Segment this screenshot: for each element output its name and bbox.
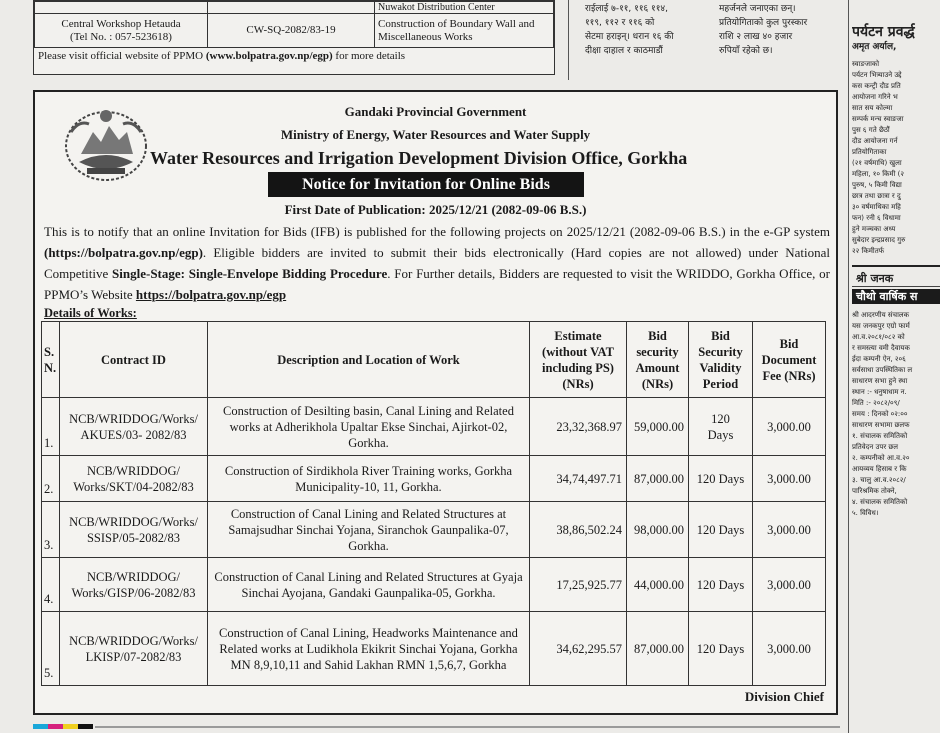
- row-fee: 3,000.00: [753, 612, 826, 686]
- nepali-box-body: श्री आदरणीय संचालक यस जनकपुर एग्रो फार्म आ.व.२०८१/०८२ को र समस्त्या वमी दैवायक ईदा कम्पनी ऐन, २०६ सर्वसाधा उपस्थितिका ल साधारण सभा हुने स्था स्थान :- धनुषाधाम न. मिति :- २०८२/०९/ समय : दिनको ०२:०० साधारण सभामा छलफ १. संचालक समितिको प्रतिवेदन उपर छल २. कम्पनीको आ.व.२० आयव्यय हिसाब र कि ३. चालु आ.व.२०८२/ पारिश्रमिक तोक्ने, ४. संचालक समितिको ५. विविध।: [852, 311, 913, 517]
- nepali-col-2: महर्जनले जनाएका छन्। प्रतियोगिताको कुल पुरस्कार राशि २ लाख ४० हजार रुपियाँ रहेको छ।: [719, 4, 808, 56]
- previous-notice-table: [33, 0, 555, 75]
- col-estimate: Estimate (without VAT including PS) (NRs): [530, 322, 627, 398]
- ppmo-link[interactable]: https://bolpatra.gov.np/egp: [135, 287, 287, 302]
- row-sn: 1.: [42, 398, 60, 456]
- col-validity: Bid Security Validity Period: [689, 322, 753, 398]
- row-fee: 3,000.00: [753, 398, 826, 456]
- row-contract-id: NCB/WRIDDOG/ Works/SKT/04-2082/83: [60, 456, 208, 502]
- row-estimate: 34,62,295.57: [530, 612, 627, 686]
- intro-paragraph: [44, 221, 830, 305]
- row-bid-security: 44,000.00: [627, 558, 689, 612]
- row-sn: 2.: [42, 456, 60, 502]
- row-validity: 120 Days: [689, 502, 753, 558]
- prev-office-tel: (Tel No. : 057-523618): [70, 30, 172, 43]
- intro-text-1: This is to notify that an online Invitation for Bids (IFB) is published for the following projects on 2025/12/21 (2082-09-06 B.S.) in the e-GP system: [44, 224, 830, 239]
- prev-office: [35, 14, 208, 48]
- prev-footer-tail: for more details: [335, 50, 406, 62]
- prev-description: Construction of Boundary Wall and Miscellaneous Works: [375, 14, 554, 48]
- table-row: [42, 612, 826, 686]
- nepali-right-byline: अमृत अर्याल,: [852, 42, 897, 52]
- row-contract-id: NCB/WRIDDOG/ Works/GISP/06-2082/83: [60, 558, 208, 612]
- col-contract-id: Contract ID: [60, 322, 208, 398]
- prev-footer: [34, 48, 554, 64]
- intro-text-3: . For Further details, Bidders are requested to visit the WRIDDO, Gorkha Office, or PPMO’s Website: [44, 266, 830, 302]
- table-row: [42, 456, 826, 502]
- prev-footer-url[interactable]: (www.bolpatra.gov.np/egp): [205, 50, 333, 62]
- nepali-right-header: पर्यटन प्रवर्द्ध: [852, 24, 915, 40]
- column-rule: [568, 0, 569, 80]
- bidding-method: Single-Stage: Single-Envelope Bidding Procedure: [112, 266, 388, 281]
- reg-magenta: [48, 724, 63, 729]
- prev-footer-text: Please visit official website of PPMO: [38, 50, 204, 62]
- row-validity: 120 Days: [689, 612, 753, 686]
- row-description: Construction of Canal Lining, Headworks Maintenance and Related works at Ludikhola Ekikrit Sinchai Yojana, Gorkha MN 8,9,10,11 and Sahid Lakhan RMN 1,5,6,7, Gorkha: [208, 612, 530, 686]
- row-contract-id: NCB/WRIDDOG/Works/ SSISP/05-2082/83: [60, 502, 208, 558]
- row-estimate: 17,25,925.77: [530, 558, 627, 612]
- row-bid-security: 87,000.00: [627, 456, 689, 502]
- row-fee: 3,000.00: [753, 456, 826, 502]
- nepali-col-1: राईलाई ७-११, ११६ ११४, ११९, ११२ र ११६ को सेटमा हराइन्। धरान १६ की दीक्षा दाहाल र काठमाडौं: [585, 4, 674, 56]
- office-name: Water Resources and Irrigation Development Division Office, Gorkha: [150, 148, 688, 168]
- bid-notice: [33, 90, 838, 715]
- nepali-right-body: स्वाङजाको पर्यटन भित्र्याउने उद्दे कस कन्ट्री दौड प्रति आयोजना गरिने भ सात सय कोल्मा सम्पर्क मन्च स्वाङजा पुस ६ गते छैठौं दौड आयोजना गर्न प्रतियोगिताका (२१ वर्षमाथि) खुला महिला, १० किमी (२ पुरुष, ५ किमी विद्या छात्र तथा छात्रा र दु ३० वर्षमाथिका महि फन) रनी ६ विधामा हुने मञ्चका अध्य सुबेदार इन्द्रप्रसाद गुरु २२ किमीतर्फ: [852, 60, 906, 255]
- row-sn: 3.: [42, 502, 60, 558]
- details-label: Details of Works:: [44, 306, 137, 320]
- row-validity: 120 Days: [689, 558, 753, 612]
- signature: Division Chief: [744, 689, 824, 704]
- column-rule: [848, 0, 849, 733]
- row-bid-security: 98,000.00: [627, 502, 689, 558]
- publication-date: First Date of Publication: 2025/12/21 (2082-09-06 B.S.): [284, 202, 587, 217]
- bottom-rule: [95, 726, 840, 728]
- row-contract-id: NCB/WRIDDOG/Works/ AKUES/03- 2082/83: [60, 398, 208, 456]
- col-sn: S. N.: [42, 322, 60, 398]
- notice-title: Notice for Invitation for Online Bids: [268, 172, 584, 197]
- reg-cyan: [33, 724, 48, 729]
- intro-text-2: . Eligible bidders are invited to submit their bids electronically (Hard copies are not allowed) under National Competitive: [44, 245, 830, 281]
- works-table: [41, 321, 826, 686]
- row-sn: 5.: [42, 612, 60, 686]
- col-bid-security: Bid security Amount (NRs): [627, 322, 689, 398]
- nepali-box-header: चौथो वार्षिक स: [852, 289, 940, 304]
- table-row: [42, 398, 826, 456]
- row-description: Construction of Canal Lining and Related Structures at Samajsudhar Sinchai Yojana, Siranchok Gaunpalika-07, Gorkha.: [208, 502, 530, 558]
- row-estimate: 38,86,502.24: [530, 502, 627, 558]
- row-validity: 120 Days: [689, 398, 753, 456]
- nepali-news-snippet: [585, 0, 843, 78]
- row-bid-security: 87,000.00: [627, 612, 689, 686]
- row-fee: 3,000.00: [753, 558, 826, 612]
- row-bid-security: 59,000.00: [627, 398, 689, 456]
- org-line-2: Ministry of Energy, Water Resources and Water Supply: [280, 127, 591, 142]
- col-description: Description and Location of Work: [208, 322, 530, 398]
- prev-contract-id: CW-SQ-2082/83-19: [208, 14, 375, 48]
- egp-link[interactable]: (https://bolpatra.gov.np/egp): [44, 245, 203, 260]
- nepali-box-name: श्री जनक: [852, 271, 940, 287]
- row-description: Construction of Desilting basin, Canal Lining and Related works at Adherikhola Upaltar Ekse Sinchai, Ajirkot-02, Gorkha.: [208, 398, 530, 456]
- reg-black: [78, 724, 93, 729]
- prev-office-name: Central Workshop Hetauda: [61, 17, 181, 30]
- row-contract-id: NCB/WRIDDOG/Works/ LKISP/07-2082/83: [60, 612, 208, 686]
- nepali-right-column: [852, 0, 940, 733]
- row-estimate: 34,74,497.71: [530, 456, 627, 502]
- prev-above-desc: Nuwakot Distribution Center: [375, 2, 554, 14]
- row-description: Construction of Canal Lining and Related Structures at Gyaja Sinchai Ayojana, Gandaki Gaunpalika-05, Gorkha.: [208, 558, 530, 612]
- reg-yellow: [63, 724, 78, 729]
- row-fee: 3,000.00: [753, 502, 826, 558]
- print-registration-strip: [33, 724, 93, 729]
- col-fee: Bid Document Fee (NRs): [753, 322, 826, 398]
- row-validity: 120 Days: [689, 456, 753, 502]
- table-row: [42, 558, 826, 612]
- table-row: [42, 502, 826, 558]
- org-line-1: Gandaki Provincial Government: [344, 104, 527, 119]
- row-description: Construction of Sirdikhola River Training works, Gorkha Municipality-10, 11, Gorkha.: [208, 456, 530, 502]
- row-sn: 4.: [42, 558, 60, 612]
- nepali-agm-notice: [852, 265, 940, 519]
- row-estimate: 23,32,368.97: [530, 398, 627, 456]
